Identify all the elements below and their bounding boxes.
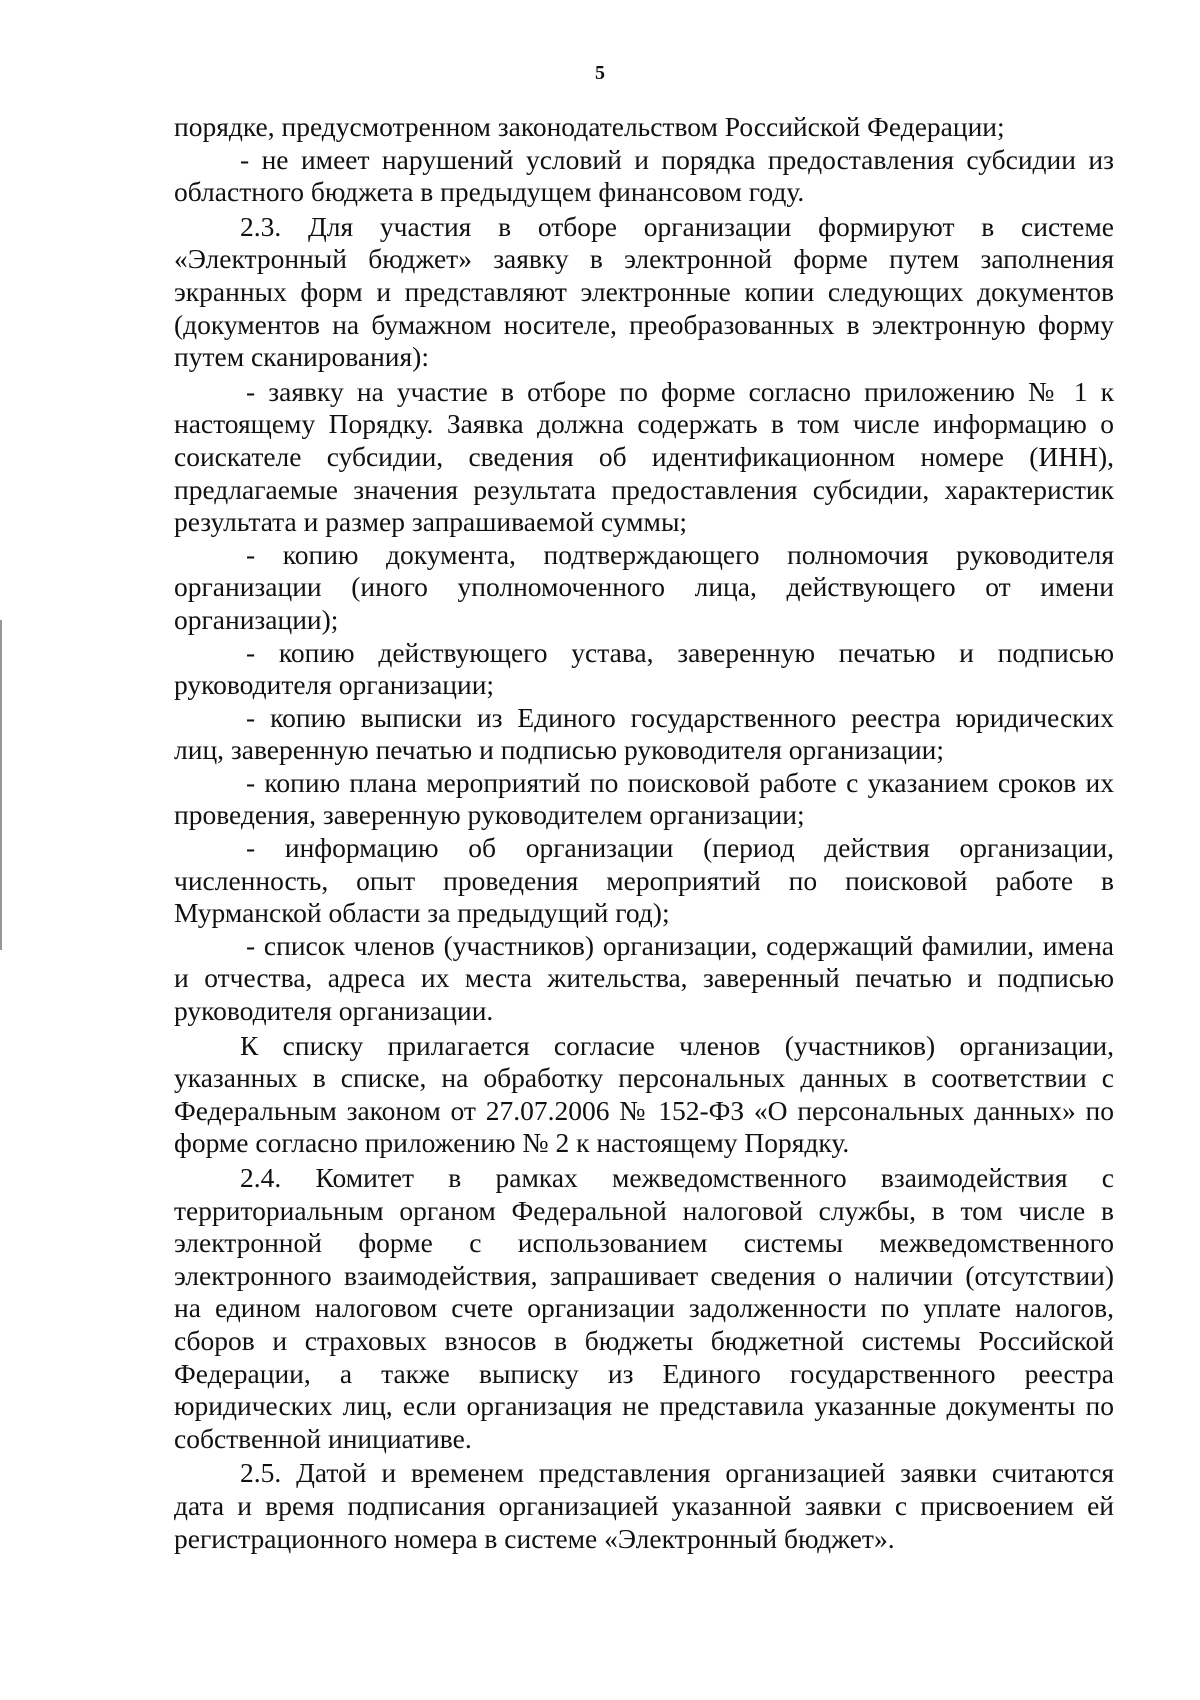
paragraph-authority-copy [174, 539, 1114, 637]
text-line: путем сканирования): [174, 341, 429, 373]
text-line: - копию плана мероприятий по поисковой работе с указанием сроков их [246, 766, 1114, 798]
paragraph-law-procedure [174, 111, 1114, 144]
paragraph-plan-copy [174, 767, 1114, 832]
paragraph-2-3 [174, 211, 1114, 374]
text-line: Мурманской области за предыдущий год); [174, 897, 670, 929]
text-line: руководителя организации. [174, 995, 494, 1027]
text-line: - информацию об организации (период действия организации, [246, 832, 1114, 864]
text-line: регистрационного номера в системе «Электронный бюджет». [174, 1522, 895, 1554]
text-line: собственной инициативе. [174, 1422, 472, 1454]
text-line: указанных в списке, на обработку персональных данных в соответствии с [174, 1062, 1114, 1094]
paragraph-charter-copy [174, 637, 1114, 702]
text-line: «Электронный бюджет» заявку в электронной форме путем заполнения [174, 243, 1114, 275]
text-line: юридических лиц, если организация не представила указанные документы по [174, 1390, 1114, 1422]
text-line: 2.3. Для участия в отборе организации формируют в системе [240, 210, 1114, 242]
text-line: территориальным органом Федеральной налоговой службы, в том числе в [174, 1194, 1114, 1226]
text-line: настоящему Порядку. Заявка должна содержать в том числе информацию о [174, 408, 1114, 440]
text-line: - копию выписки из Единого государственного реестра юридических [246, 701, 1114, 733]
text-line: - не имеет нарушений условий и порядка предоставления субсидии из [240, 143, 1114, 175]
text-line: порядке, предусмотренном законодательством Российской Федерации; [174, 111, 1005, 142]
text-line: руководителя организации; [174, 669, 495, 701]
text-line: электронного взаимодействия, запрашивает сведения о наличии (отсутствии) [174, 1259, 1114, 1291]
paragraph-2-4 [174, 1162, 1114, 1455]
paragraph-consent [174, 1030, 1114, 1160]
text-line: форме согласно приложению № 2 к настоящему Порядку. [174, 1127, 850, 1159]
text-line: лиц, заверенную печатью и подписью руководителя организации; [174, 734, 945, 766]
text-line: - копию документа, подтверждающего полномочия руководителя [246, 538, 1114, 570]
paragraph-2-5 [174, 1457, 1114, 1555]
text-line: Федеральным законом от 27.07.2006 № 152-ФЗ «О персональных данных» по [174, 1094, 1114, 1126]
document-body [174, 111, 1114, 1555]
text-line: проведения, заверенную руководителем организации; [174, 799, 805, 831]
text-line: на едином налоговом счете организации задолженности по уплате налогов, [174, 1292, 1114, 1324]
text-line: экранных форм и представляют электронные копии следующих документов [174, 275, 1114, 307]
text-line: дата и время подписания организацией указанной заявки с присвоением ей [174, 1489, 1114, 1521]
paragraph-application [174, 376, 1114, 539]
paragraph-no-violations [174, 144, 1114, 209]
text-line: Федерации, а также выписку из Единого государственного реестра [174, 1357, 1114, 1389]
text-line: и отчества, адреса их места жительства, заверенный печатью и подписью [174, 962, 1114, 994]
text-line: электронной форме с использованием системы межведомственного [174, 1227, 1114, 1259]
text-line: результата и размер запрашиваемой суммы; [174, 506, 688, 538]
text-line: 2.5. Датой и временем представления организацией заявки считаются [240, 1457, 1114, 1489]
scan-edge-mark [0, 620, 2, 950]
text-line: сборов и страховых взносов в бюджеты бюджетной системы Российской [174, 1324, 1114, 1356]
text-line: - заявку на участие в отборе по форме согласно приложению № 1 к [246, 375, 1114, 407]
text-line: организации (иного уполномоченного лица, действующего от имени [174, 571, 1114, 603]
text-line: областного бюджета в предыдущем финансовом году. [174, 176, 805, 208]
paragraph-organization-info [174, 832, 1114, 930]
text-line: соискателе субсидии, сведения об идентификационном номере (ИНН), [174, 440, 1114, 472]
text-line: - копию действующего устава, заверенную печатью и подписью [246, 636, 1114, 668]
text-line: 2.4. Комитет в рамках межведомственного взаимодействия с [240, 1162, 1114, 1193]
text-line: организации); [174, 603, 339, 635]
paragraph-member-list [174, 930, 1114, 1028]
text-line: (документов на бумажном носителе, преобразованных в электронную форму [174, 308, 1114, 340]
paragraph-register-extract [174, 702, 1114, 767]
page-number: 5 [595, 62, 605, 84]
text-line: предлагаемые значения результата предоставления субсидии, характеристик [174, 473, 1114, 505]
text-line: К списку прилагается согласие членов (участников) организации, [240, 1029, 1114, 1061]
text-line: численность, опыт проведения мероприятий по поисковой работе в [174, 864, 1114, 896]
text-line: - список членов (участников) организации, содержащий фамилии, имена [246, 929, 1114, 961]
